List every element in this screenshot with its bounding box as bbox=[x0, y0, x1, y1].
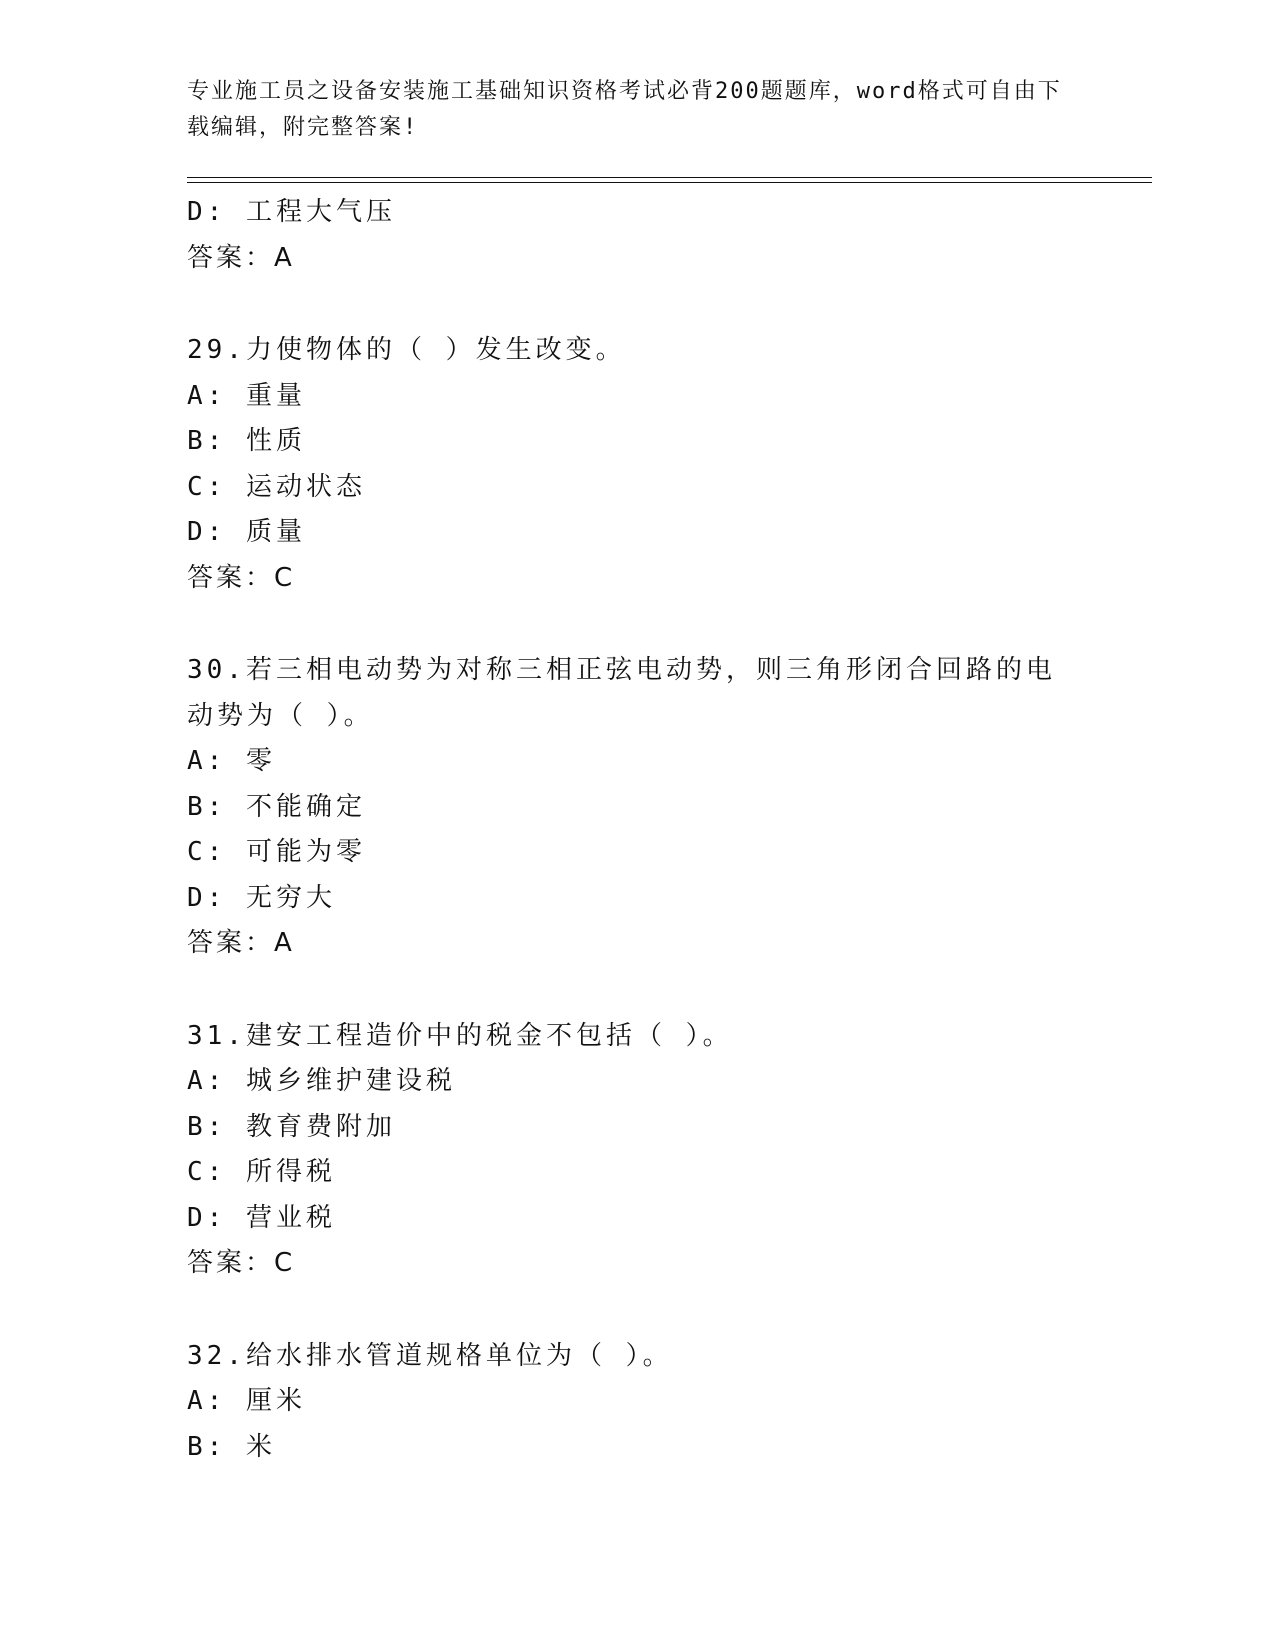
question-29 bbox=[187, 328, 1087, 601]
option-d: D: 营业税 bbox=[187, 1202, 336, 1233]
option-b: B: 教育费附加 bbox=[187, 1111, 396, 1142]
option-d: D: 质量 bbox=[187, 517, 306, 547]
option-c: C: 所得税 bbox=[187, 1157, 336, 1187]
option-b: B: 性质 bbox=[187, 426, 306, 456]
question-stem: 32.给水排水管道规格单位为（ ）。 bbox=[187, 1340, 673, 1371]
answer-line: 答案：A bbox=[187, 242, 295, 273]
header-rule-top bbox=[187, 177, 1152, 178]
answer-line: 答案：C bbox=[187, 1248, 296, 1278]
question-stem: 30.若三相电动势为对称三相正弦电动势，则三角形闭合回路的电动势为（ ）。 bbox=[187, 655, 1056, 731]
question-30 bbox=[187, 648, 1087, 967]
option-d: D: 工程大气压 bbox=[187, 197, 396, 227]
option-a: A: 零 bbox=[187, 746, 276, 776]
answer-line: 答案：A bbox=[187, 928, 295, 958]
option-a: A: 城乡维护建设税 bbox=[187, 1066, 456, 1096]
document-header: 专业施工员之设备安装施工基础知识资格考试必背200题题库，word格式可自由下载编辑，附完整答案! bbox=[187, 79, 1062, 140]
option-d: D: 无穷大 bbox=[187, 882, 336, 913]
question-list bbox=[187, 190, 1087, 1470]
option-a: A: 重量 bbox=[187, 380, 306, 411]
option-a: A: 厘米 bbox=[187, 1386, 306, 1416]
question-stem: 31.建安工程造价中的税金不包括（ ）。 bbox=[187, 1020, 733, 1051]
option-b: B: 不能确定 bbox=[187, 791, 366, 822]
option-c: C: 运动状态 bbox=[187, 471, 366, 502]
answer-line: 答案：C bbox=[187, 562, 296, 593]
question-stem: 29.力使物体的（ ）发生改变。 bbox=[187, 335, 626, 365]
question-31 bbox=[187, 1014, 1087, 1287]
option-b: B: 米 bbox=[187, 1431, 276, 1462]
header-rule-bottom bbox=[187, 182, 1152, 183]
question-32 bbox=[187, 1334, 1087, 1471]
option-c: C: 可能为零 bbox=[187, 837, 366, 867]
